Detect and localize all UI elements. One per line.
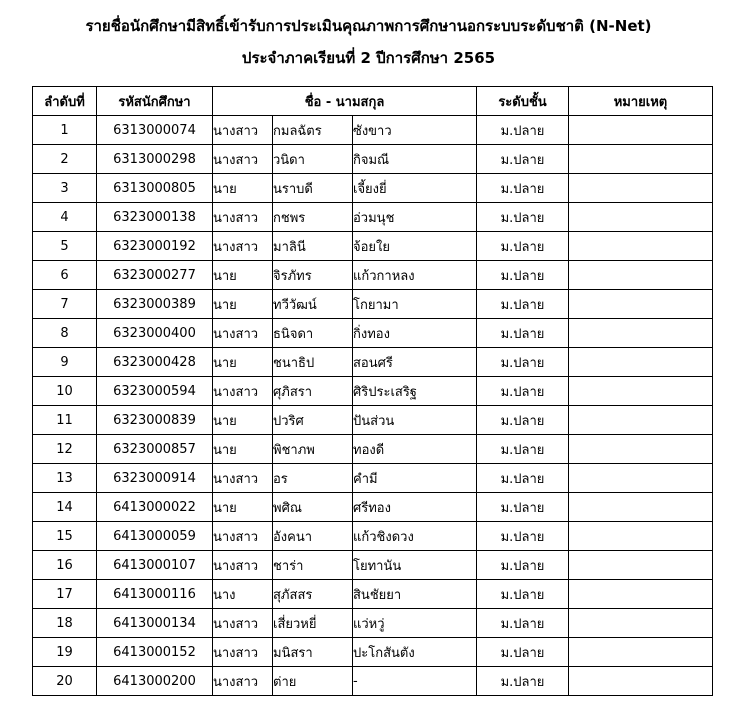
first-name-cell: เสี่ยวหยี่ [273, 609, 353, 638]
name-prefix-cell: นาย [213, 174, 273, 203]
student-id-cell: 6413000022 [97, 493, 213, 522]
last-name-cell: แก้วชิงดวง [353, 522, 477, 551]
student-id-cell: 6413000200 [97, 667, 213, 696]
first-name-cell: มนิสรา [273, 638, 353, 667]
education-level-cell: ม.ปลาย [477, 638, 569, 667]
student-id-cell: 6323000389 [97, 290, 213, 319]
student-id-cell: 6413000059 [97, 522, 213, 551]
row-number-cell: 17 [33, 580, 97, 609]
row-number-cell: 14 [33, 493, 97, 522]
education-level-cell: ม.ปลาย [477, 609, 569, 638]
name-prefix-cell: นางสาว [213, 319, 273, 348]
name-prefix-cell: นางสาว [213, 232, 273, 261]
student-id-cell: 6413000152 [97, 638, 213, 667]
last-name-cell: กิจมณี [353, 145, 477, 174]
education-level-cell: ม.ปลาย [477, 667, 569, 696]
name-prefix-cell: นางสาว [213, 522, 273, 551]
remark-cell [569, 232, 713, 261]
row-number-cell: 18 [33, 609, 97, 638]
last-name-cell: จ้อยใย [353, 232, 477, 261]
table-row [33, 261, 713, 290]
education-level-cell: ม.ปลาย [477, 203, 569, 232]
header-remark: หมายเหตุ [569, 87, 713, 116]
name-prefix-cell: นาย [213, 435, 273, 464]
row-number-cell: 15 [33, 522, 97, 551]
student-id-cell: 6323000400 [97, 319, 213, 348]
header-level: ระดับชั้น [477, 87, 569, 116]
last-name-cell: - [353, 667, 477, 696]
first-name-cell: ชนาธิป [273, 348, 353, 377]
table-row [33, 232, 713, 261]
row-number-cell: 8 [33, 319, 97, 348]
last-name-cell: ปันส่วน [353, 406, 477, 435]
student-id-cell: 6323000138 [97, 203, 213, 232]
student-id-cell: 6323000839 [97, 406, 213, 435]
first-name-cell: มาลินี [273, 232, 353, 261]
remark-cell [569, 203, 713, 232]
table-row [33, 522, 713, 551]
table-row [33, 145, 713, 174]
first-name-cell: นราบดี [273, 174, 353, 203]
first-name-cell: ศุภิสรา [273, 377, 353, 406]
last-name-cell: ทองดี [353, 435, 477, 464]
last-name-cell: ศิริประเสริฐ [353, 377, 477, 406]
remark-cell [569, 174, 713, 203]
row-number-cell: 11 [33, 406, 97, 435]
table-body [33, 116, 713, 696]
row-number-cell: 13 [33, 464, 97, 493]
row-number-cell: 2 [33, 145, 97, 174]
education-level-cell: ม.ปลาย [477, 145, 569, 174]
education-level-cell: ม.ปลาย [477, 319, 569, 348]
row-number-cell: 12 [33, 435, 97, 464]
first-name-cell: พิชาภพ [273, 435, 353, 464]
education-level-cell: ม.ปลาย [477, 406, 569, 435]
student-id-cell: 6413000116 [97, 580, 213, 609]
remark-cell [569, 145, 713, 174]
name-prefix-cell: นางสาว [213, 145, 273, 174]
last-name-cell: เจี้ยงยี่ [353, 174, 477, 203]
remark-cell [569, 261, 713, 290]
remark-cell [569, 319, 713, 348]
table-row [33, 116, 713, 145]
header-name: ชื่อ - นามสกุล [213, 87, 477, 116]
table-row [33, 551, 713, 580]
row-number-cell: 5 [33, 232, 97, 261]
name-prefix-cell: นาง [213, 580, 273, 609]
remark-cell [569, 406, 713, 435]
first-name-cell: ปวริศ [273, 406, 353, 435]
last-name-cell: ศรีทอง [353, 493, 477, 522]
first-name-cell: กมลฉัตร [273, 116, 353, 145]
education-level-cell: ม.ปลาย [477, 551, 569, 580]
row-number-cell: 9 [33, 348, 97, 377]
remark-cell [569, 522, 713, 551]
education-level-cell: ม.ปลาย [477, 435, 569, 464]
first-name-cell: ทวีวัฒน์ [273, 290, 353, 319]
name-prefix-cell: นาย [213, 348, 273, 377]
row-number-cell: 10 [33, 377, 97, 406]
remark-cell [569, 493, 713, 522]
remark-cell [569, 377, 713, 406]
student-id-cell: 6323000428 [97, 348, 213, 377]
student-id-cell: 6413000134 [97, 609, 213, 638]
name-prefix-cell: นางสาว [213, 203, 273, 232]
last-name-cell: กิ่งทอง [353, 319, 477, 348]
name-prefix-cell: นางสาว [213, 638, 273, 667]
table-row [33, 377, 713, 406]
first-name-cell: กชพร [273, 203, 353, 232]
table-row [33, 348, 713, 377]
row-number-cell: 6 [33, 261, 97, 290]
header-student-id: รหัสนักศึกษา [97, 87, 213, 116]
name-prefix-cell: นางสาว [213, 609, 273, 638]
student-id-cell: 6323000594 [97, 377, 213, 406]
last-name-cell: อ่วมนุช [353, 203, 477, 232]
last-name-cell: คำมี [353, 464, 477, 493]
first-name-cell: ต่าย [273, 667, 353, 696]
remark-cell [569, 551, 713, 580]
last-name-cell: โกยามา [353, 290, 477, 319]
remark-cell [569, 667, 713, 696]
student-id-cell: 6313000074 [97, 116, 213, 145]
last-name-cell: โยทานัน [353, 551, 477, 580]
name-prefix-cell: นาย [213, 406, 273, 435]
name-prefix-cell: นาย [213, 261, 273, 290]
student-id-cell: 6323000914 [97, 464, 213, 493]
education-level-cell: ม.ปลาย [477, 493, 569, 522]
student-roster-table [32, 86, 713, 696]
header-no: ลำดับที่ [33, 87, 97, 116]
table-row [33, 435, 713, 464]
remark-cell [569, 638, 713, 667]
last-name-cell: แว่หวู่ [353, 609, 477, 638]
student-id-cell: 6313000298 [97, 145, 213, 174]
education-level-cell: ม.ปลาย [477, 232, 569, 261]
table-row [33, 667, 713, 696]
table-row [33, 319, 713, 348]
student-id-cell: 6323000277 [97, 261, 213, 290]
name-prefix-cell: นางสาว [213, 667, 273, 696]
name-prefix-cell: นางสาว [213, 551, 273, 580]
remark-cell [569, 116, 713, 145]
education-level-cell: ม.ปลาย [477, 580, 569, 609]
document-title: รายชื่อนักศึกษามีสิทธิ์เข้ารับการประเมินคุณภาพการศึกษานอกระบบระดับชาติ (N-Net) [85, 17, 652, 35]
name-prefix-cell: นางสาว [213, 464, 273, 493]
name-prefix-cell: นาย [213, 290, 273, 319]
name-prefix-cell: นางสาว [213, 377, 273, 406]
remark-cell [569, 580, 713, 609]
table-header-row [33, 87, 713, 116]
last-name-cell: สอนศรี [353, 348, 477, 377]
first-name-cell: วนิดา [273, 145, 353, 174]
table-row [33, 638, 713, 667]
first-name-cell: ธนิจดา [273, 319, 353, 348]
education-level-cell: ม.ปลาย [477, 464, 569, 493]
remark-cell [569, 435, 713, 464]
education-level-cell: ม.ปลาย [477, 174, 569, 203]
document-subtitle: ประจำภาคเรียนที่ 2 ปีการศึกษา 2565 [241, 49, 496, 67]
first-name-cell: สุภัสสร [273, 580, 353, 609]
first-name-cell: อังคนา [273, 522, 353, 551]
last-name-cell: สินชัยยา [353, 580, 477, 609]
student-id-cell: 6413000107 [97, 551, 213, 580]
last-name-cell: แก้วกาหลง [353, 261, 477, 290]
table-row [33, 290, 713, 319]
education-level-cell: ม.ปลาย [477, 377, 569, 406]
first-name-cell: ชาร่า [273, 551, 353, 580]
name-prefix-cell: นางสาว [213, 116, 273, 145]
table-row [33, 406, 713, 435]
row-number-cell: 7 [33, 290, 97, 319]
table-row [33, 609, 713, 638]
education-level-cell: ม.ปลาย [477, 116, 569, 145]
row-number-cell: 16 [33, 551, 97, 580]
remark-cell [569, 348, 713, 377]
remark-cell [569, 464, 713, 493]
table-row [33, 203, 713, 232]
last-name-cell: ปะโกสันตัง [353, 638, 477, 667]
first-name-cell: อร [273, 464, 353, 493]
row-number-cell: 4 [33, 203, 97, 232]
last-name-cell: ซังขาว [353, 116, 477, 145]
education-level-cell: ม.ปลาย [477, 290, 569, 319]
first-name-cell: จิรภัทร [273, 261, 353, 290]
row-number-cell: 3 [33, 174, 97, 203]
name-prefix-cell: นาย [213, 493, 273, 522]
row-number-cell: 19 [33, 638, 97, 667]
row-number-cell: 20 [33, 667, 97, 696]
table-row [33, 174, 713, 203]
student-id-cell: 6313000805 [97, 174, 213, 203]
education-level-cell: ม.ปลาย [477, 261, 569, 290]
first-name-cell: พศิณ [273, 493, 353, 522]
education-level-cell: ม.ปลาย [477, 522, 569, 551]
table-row [33, 580, 713, 609]
remark-cell [569, 609, 713, 638]
row-number-cell: 1 [33, 116, 97, 145]
table-row [33, 493, 713, 522]
remark-cell [569, 290, 713, 319]
education-level-cell: ม.ปลาย [477, 348, 569, 377]
student-id-cell: 6323000192 [97, 232, 213, 261]
table-row [33, 464, 713, 493]
student-id-cell: 6323000857 [97, 435, 213, 464]
